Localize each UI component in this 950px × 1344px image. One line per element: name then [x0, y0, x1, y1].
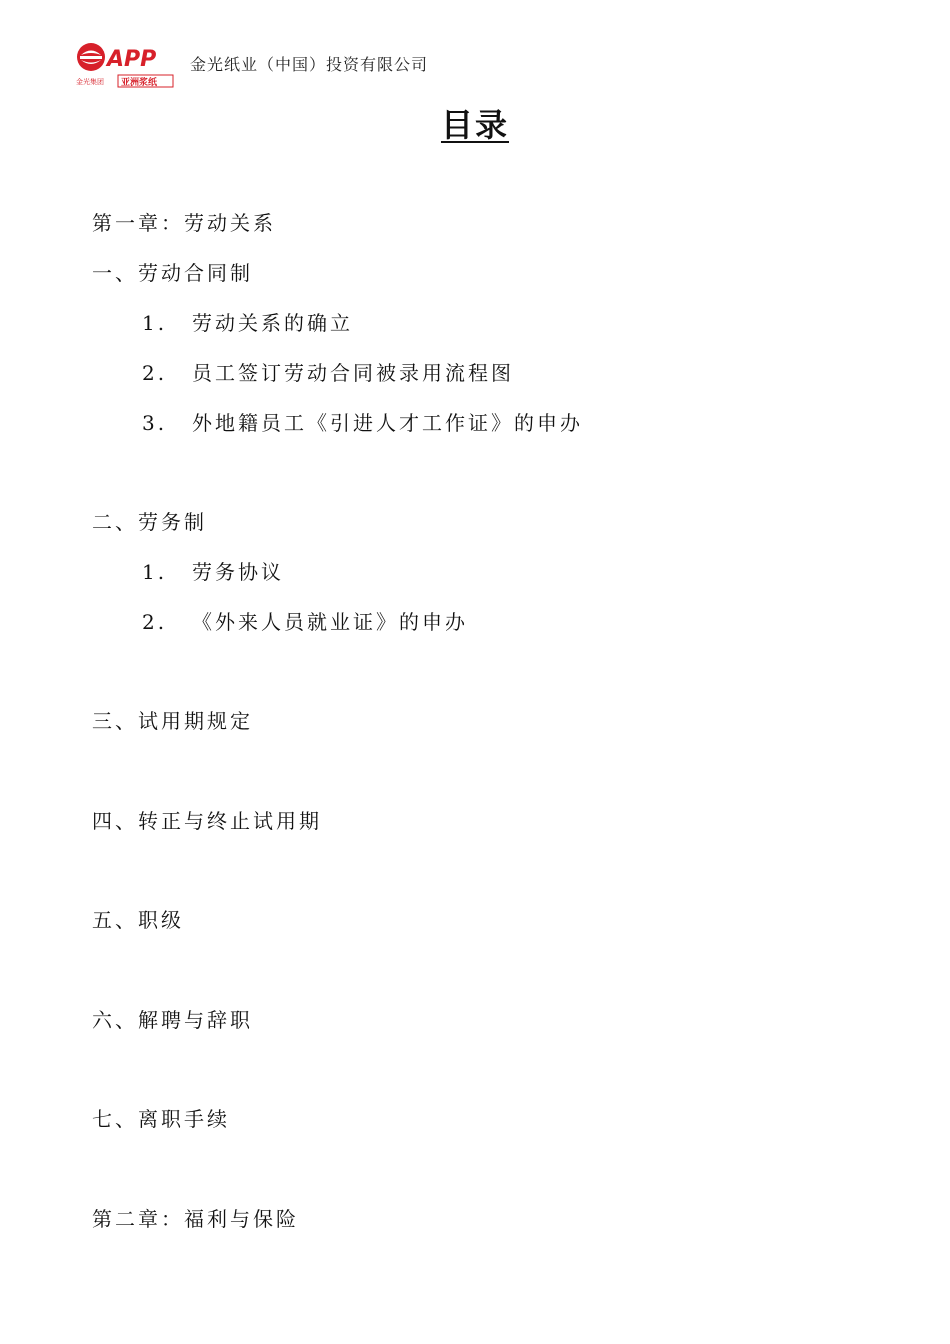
- toc-text: 劳务协议: [192, 560, 284, 584]
- toc-section-7: [92, 1103, 230, 1132]
- toc-text: 一、劳动合同制: [92, 261, 253, 285]
- toc-number: 2.: [142, 361, 168, 385]
- toc-item: [142, 407, 583, 436]
- toc-item: [142, 556, 284, 585]
- toc-section-6: [92, 1004, 253, 1033]
- toc-text: 四、转正与终止试用期: [92, 809, 322, 833]
- toc-text: 七、离职手续: [92, 1107, 230, 1131]
- page-title-text: 目录: [440, 106, 509, 144]
- toc-text: 第二章：福利与保险: [92, 1207, 299, 1231]
- toc-text: 第一章：劳动关系: [92, 211, 276, 235]
- toc-section-4: [92, 805, 322, 834]
- toc-text: 外地籍员工《引进人才工作证》的申办: [192, 411, 583, 435]
- toc-item: [142, 357, 514, 386]
- toc-section-1: [92, 257, 253, 286]
- company-name: 金光纸业（中国）投资有限公司: [190, 54, 429, 74]
- toc-text: 二、劳务制: [92, 510, 207, 534]
- toc-number: 1.: [142, 311, 168, 335]
- toc-number: 1.: [142, 560, 168, 584]
- toc-section-3: [92, 705, 253, 734]
- toc-item: [142, 307, 353, 336]
- logo-sub-left: 金光集团: [76, 78, 104, 86]
- page-title: [0, 100, 950, 146]
- toc-text: 员工签订劳动合同被录用流程图: [192, 361, 514, 385]
- toc-section-2: [92, 506, 207, 535]
- toc-text: 三、试用期规定: [92, 709, 253, 733]
- toc-section-5: [92, 904, 184, 933]
- toc-item: [142, 606, 468, 635]
- toc-text: 劳动关系的确立: [192, 311, 353, 335]
- toc-chapter-1: [92, 207, 276, 236]
- logo-brand-text: APP: [107, 47, 157, 72]
- app-logo: [76, 40, 176, 88]
- toc-number: 2.: [142, 610, 168, 634]
- toc-text: 六、解聘与辞职: [92, 1008, 253, 1032]
- logo-sub-right: 亚洲浆纸: [121, 78, 158, 88]
- toc-number: 3.: [142, 411, 168, 435]
- toc-chapter-2: [92, 1203, 299, 1232]
- toc-text: 五、职级: [92, 908, 184, 932]
- toc-text: 《外来人员就业证》的申办: [192, 610, 468, 634]
- document-header: [76, 40, 428, 88]
